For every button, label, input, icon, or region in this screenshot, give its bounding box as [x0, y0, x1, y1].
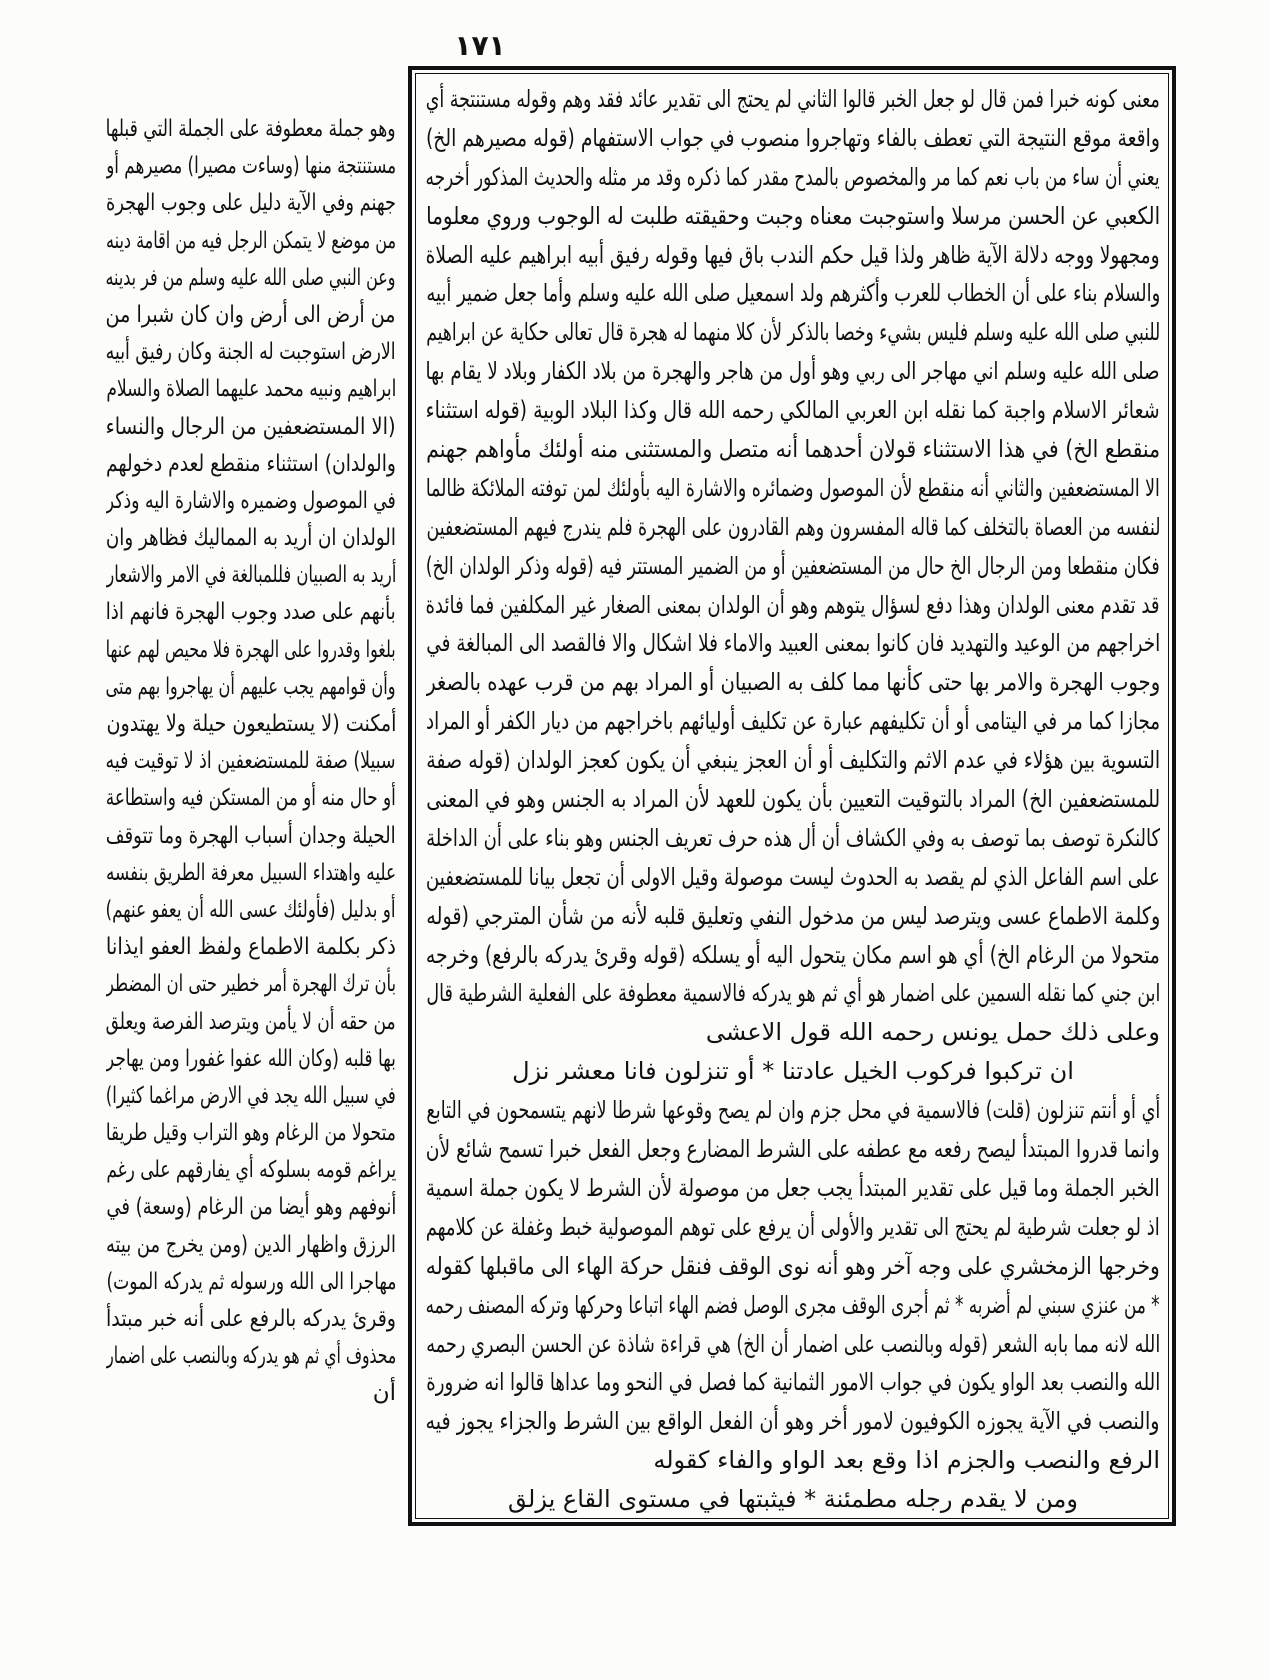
margin-text-line — [106, 966, 396, 1003]
main-text-line-text: الله والنصب بعد الواو يكون في جواب الامور الثمانية كما فصل في النحو وما عداها قالوا انه ضرورة — [426, 1368, 1160, 1397]
main-text-line-text: الكعبي عن الحسن مرسلا واستوجبت معناه وجبت وحقيقته طلبت له الوجوب وروي معلوما — [426, 201, 1160, 230]
margin-column — [106, 111, 396, 1413]
main-text-line-text: لنفسه من العصاة بالتخلف كما قاله المفسرون وهم القادرون على الهجرة فلم يندرج فيهم المستضعفين — [426, 512, 1160, 541]
margin-text-line-text: وأن قوامهم يجب عليهم أن يهاجروا بهم متى — [106, 673, 396, 700]
main-text-line-text: يعني أن ساء من باب نعم كما مر والمخصوص بالمدح مقدر كما ذكره وقد مر مثله والحديث المذكور أخرجه — [426, 162, 1160, 191]
main-text-line-text: شعائر الاسلام واجبة كما نقله ابن العربي المالكي رحمه الله قال وكذا البلاد الوبية (قوله استثناء — [426, 396, 1160, 425]
main-text-line — [426, 1325, 1160, 1364]
margin-text-line — [106, 1301, 396, 1338]
margin-text-line — [106, 1115, 396, 1152]
verse-line-text: ومن لا يقدم رجله مطمئنة * فيثبتها في مستوى القاع يزلق — [508, 1485, 1078, 1514]
main-text-line — [426, 780, 1160, 819]
main-text-line — [426, 624, 1160, 663]
margin-text-line-text: جهنم وفي الآية دليل على وجوب الهجرة — [106, 190, 396, 217]
margin-text-line — [106, 111, 396, 148]
margin-text-line-text: مستنتجة منها (وساءت مصيرا) مصيرهم أو — [106, 153, 396, 180]
margin-text-line-text: ذكر بكلمة الاطماع ولفظ العفو ايذانا — [106, 934, 396, 961]
main-text-line — [426, 80, 1160, 119]
main-text-line-text: كالنكرة توصف بما توصف به وفي الكشاف أن أل هذه حرف تعريف الجنس وهو بناء على أن الداخلة — [426, 823, 1160, 852]
main-text-line-text: الله لانه مما بابه الشعر (قوله وبالنصب على اضمار أن الخ) هي قراءة شاذة عن الحسن البصري رحمه — [426, 1329, 1160, 1358]
main-text-line-text: فكان منقطعا ومن الرجال الخ حال من المستضعفين أو من الضمير المستتر فيه (قوله وذكر الولدان الخ) — [426, 551, 1160, 580]
margin-text-line — [106, 780, 396, 817]
main-text-line — [426, 119, 1160, 158]
margin-text-line — [106, 743, 396, 780]
main-text-line-text: صلى الله عليه وسلم اني مهاجر الى ربي وهو أول من هاجر والهجرة من بلاد الكفار وبلاد لا يقام بها — [426, 357, 1160, 386]
margin-text-line — [106, 818, 396, 855]
margin-text-line-text: بأن ترك الهجرة أمر خطير حتى ان المضطر — [106, 971, 396, 998]
main-text-line-text: الا المستضعفين والثاني أنه منقطع لأن الموصول وضمائره والاشارة اليه بأولئك لمن توفته الملائكة ظالما — [426, 473, 1160, 502]
main-text-line — [426, 1441, 1160, 1480]
margin-text-line-text: محذوف أي ثم هو يدركه وبالنصب على اضمار — [106, 1343, 396, 1370]
margin-text-line — [106, 1264, 396, 1301]
margin-text-line — [106, 446, 396, 483]
verse-line-text: ان تركبوا فركوب الخيل عادتنا * أو تنزلون فانا معشر نزل — [512, 1057, 1074, 1086]
main-text-line — [426, 391, 1160, 430]
main-text-line — [426, 663, 1160, 702]
main-text-line — [426, 819, 1160, 858]
margin-text-line-text: في سبيل الله يجد في الارض مراغما كثيرا) — [106, 1082, 396, 1109]
main-text-line — [426, 430, 1160, 469]
main-text-line — [426, 547, 1160, 586]
margin-text-line-text: أريد به الصبيان فللمبالغة في الامر والاشعار — [106, 562, 396, 589]
margin-text-line — [106, 223, 396, 260]
main-text-line-text: على اسم الفاعل الذي لم يقصد به الحدوث ليست موصولة وقيل الاولى أن تجعل بيانا للمستضعفين — [426, 862, 1160, 891]
main-text-line — [426, 1091, 1160, 1130]
main-text-line-text: ابن جني كما نقله السمين على اضمار هو أي ثم هو يدركه فالاسمية معطوفة على الفعلية الشرطية قال — [426, 979, 1160, 1008]
main-text-line — [426, 313, 1160, 352]
margin-text-line-text: عليه واهتداء السبيل معرفة الطريق بنفسه — [106, 859, 396, 886]
main-text-line — [426, 1013, 1160, 1052]
main-text-line-text: اخراجهم من الوعيد والتهديد فان كانوا بمعنى العبيد والاماء فلا اشكال والا فالقصد الى المبالغة في — [426, 629, 1160, 658]
margin-text-line — [106, 1227, 396, 1264]
main-text-line — [426, 1363, 1160, 1402]
main-text-line — [426, 1169, 1160, 1208]
main-text-line — [426, 702, 1160, 741]
margin-text-line — [106, 1041, 396, 1078]
main-text-line-text: الخبر الجملة وما قيل على تقدير المبتدأ يجب جعل من موصولة لأن الشرط لا يكون جملة اسمية — [426, 1173, 1160, 1202]
margin-text-line-text: بلغوا وقدروا على الهجرة فلا محيص لهم عنها — [106, 636, 396, 663]
main-text-line-text: متحولا من الرغام الخ) أي هو اسم مكان يتحول اليه أو يسلكه (قوله وقرئ يدركه بالرفع) وخرجه — [426, 940, 1160, 969]
margin-text-line — [106, 483, 396, 520]
margin-text-line — [106, 148, 396, 185]
main-text-line-text: أي أو أنتم تنزلون (قلت) فالاسمية في محل جزم وان لم يصح وقوعها شرطا لانهم يتسمحون في التابع — [426, 1096, 1160, 1125]
main-text-line-text: والسلام بناء على أن الخطاب للعرب وأكثرهم ولد اسمعيل صلى الله عليه وسلم وأما جعل ضمير أبيه — [426, 279, 1160, 308]
margin-text-line-text: وقرئ يدركه بالرفع على أنه خبر مبتدأ — [106, 1306, 396, 1332]
main-text-line-text: وعلى ذلك حمل يونس رحمه الله قول الاعشى — [705, 1018, 1160, 1047]
margin-text-line-text: بأنهم على صدد وجوب الهجرة فانهم اذا — [106, 599, 396, 626]
main-text-line — [426, 974, 1160, 1013]
margin-text-line — [106, 557, 396, 594]
main-text-line — [426, 741, 1160, 780]
margin-text-line — [106, 1004, 396, 1041]
main-text-line-text: الرفع والنصب والجزم اذا وقع بعد الواو والفاء كقوله — [653, 1446, 1160, 1475]
margin-text-line — [106, 409, 396, 446]
margin-text-line — [106, 1152, 396, 1189]
margin-text-line-text: أو بدليل (فأولئك عسى الله أن يعفو عنهم) — [106, 896, 396, 923]
margin-text-line-text: أنوفهم وهو أيضا من الرغام (وسعة) في — [106, 1194, 396, 1221]
main-text-line — [426, 352, 1160, 391]
main-text-line — [426, 197, 1160, 236]
margin-text-line-text: وعن النبي صلى الله عليه وسلم من فر بدينه — [106, 264, 396, 291]
margin-text-line — [106, 1189, 396, 1226]
main-text-line — [426, 1130, 1160, 1169]
margin-text-line-text: والولدان) استثناء منقطع لعدم دخولهم — [106, 450, 396, 477]
margin-text-line-text: بها قلبه (وكان الله عفوا غفورا ومن يهاجر — [106, 1045, 396, 1072]
margin-text-line — [106, 520, 396, 557]
main-text-line — [426, 508, 1160, 547]
margin-text-line-text: الرزق واظهار الدين (ومن يخرج من بيته — [106, 1231, 396, 1258]
margin-text-line — [106, 855, 396, 892]
margin-text-line-text: متحولا من الرغام وهو التراب وقيل طريقا — [106, 1120, 396, 1147]
margin-text-line-text: الولدان ان أريد به المماليك فظاهر وان — [106, 525, 396, 552]
margin-text-line-text: في الموصول وضميره والاشارة اليه وذكر — [106, 487, 396, 514]
main-text-line-text: معنى كونه خبرا فمن قال لو جعل الخبر قالوا الثاني لم يحتج الى تقدير عائد فقد وهم وقوله مستنتجة أي — [426, 85, 1160, 113]
main-text-line-text: للمستضعفين الخ) المراد بالتوقيت التعيين بأن يكون للعهد لأن المراد به الجنس وهو في المعنى — [426, 785, 1160, 814]
main-text-line-text: وجوب الهجرة والامر بها حتى كأنها مما كلف به الصبيان أو المراد بهم من قرب عهده بالصغر — [426, 668, 1160, 697]
main-text-line — [426, 236, 1160, 275]
margin-text-line-text: من موضع لا يتمكن الرجل فيه من اقامة دينه — [106, 227, 396, 254]
margin-text-line — [106, 706, 396, 743]
margin-text-line — [106, 334, 396, 371]
main-text-body — [426, 80, 1160, 1519]
main-text-line-text: وخرجها الزمخشري على وجه آخر وهو أنه نوى الوقف فنقل حركة الهاء الى ماقبلها كقوله — [426, 1251, 1160, 1280]
margin-text-line-text: (الا المستضعفين من الرجال والنساء — [106, 413, 396, 440]
verse-line — [426, 1052, 1160, 1091]
margin-text-line-text: ابراهيم ونبيه محمد عليهما الصلاة والسلام — [106, 376, 396, 403]
margin-text-line — [106, 371, 396, 408]
main-text-box — [408, 66, 1176, 1526]
main-text-line-text: منقطع الخ) في هذا الاستثناء قولان أحدهما أنه متصل والمستثنى منه أولئك مأواهم جهنم — [426, 435, 1160, 464]
margin-text-line-text: سبيلا) صفة للمستضعفين اذ لا توقيت فيه — [106, 748, 396, 775]
main-text-line — [426, 158, 1160, 197]
main-text-line — [426, 1286, 1160, 1325]
main-text-line-text: وكلمة الاطماع عسى ويترصد ليس من مدخول النفي وتعليق قلبه لأنه من شأن المترجي (قوله — [426, 901, 1160, 930]
margin-text-line-text: مهاجرا الى الله ورسوله ثم يدركه الموت) — [106, 1268, 396, 1295]
main-text-line-text: للنبي صلى الله عليه وسلم فليس بشيء وخصا بالذكر لأن كلا منهما له هجرة قال تعالى حكاية عن ابراهيم — [426, 318, 1160, 347]
main-text-line — [426, 897, 1160, 936]
main-text-line-text: ومجهولا ووجه دلالة الآية ظاهر ولذا قيل حكم الندب باق فيها وقوله رفيق أبيه ابراهيم عليه الصلاة — [426, 240, 1160, 269]
margin-text-line-text: من أرض الى أرض وان كان شبرا من — [106, 301, 396, 328]
margin-text-line-text: الحيلة وجدان أسباب الهجرة وما تتوقف — [106, 822, 396, 849]
margin-text-line-text: أو حال منه أو من المستكن فيه واستطاعة — [106, 785, 396, 812]
margin-text-line — [106, 632, 396, 669]
main-text-line — [426, 936, 1160, 975]
margin-text-line — [106, 185, 396, 222]
margin-text-line-text: أمكنت (لا يستطيعون حيلة ولا يهتدون — [106, 711, 396, 737]
margin-text-line — [106, 594, 396, 631]
margin-text-line — [106, 892, 396, 929]
margin-text-line-text: وهو جملة معطوفة على الجملة التي قبلها — [106, 116, 396, 142]
main-text-line-text: والنصب في الآية يجوزه الكوفيون لامور أخر وهو أن الفعل الواقع بين الشرط والجزاء يجوز فيه — [426, 1407, 1160, 1436]
main-text-line — [426, 274, 1160, 313]
main-text-line-text: وانما قدروا المبتدأ ليصح رفعه مع عطفه على الشرط المضارع وجعل الفعل خبرا تسمح شائع لأن — [426, 1135, 1160, 1164]
main-text-line — [426, 586, 1160, 625]
main-text-line-text: واقعة موقع النتيجة التي تعطف بالفاء وتهاجروا منصوب في جواب الاستفهام (قوله مصيرهم الخ) — [426, 123, 1160, 152]
main-text-line — [426, 858, 1160, 897]
main-text-line — [426, 1247, 1160, 1286]
margin-text-line — [106, 1375, 396, 1412]
margin-text-line — [106, 1078, 396, 1115]
main-text-line — [426, 1402, 1160, 1441]
margin-text-line-text: الارض استوجبت له الجنة وكان رفيق أبيه — [106, 339, 396, 366]
margin-text-line-text: أن — [372, 1380, 396, 1407]
main-text-line — [426, 1208, 1160, 1247]
margin-text-line — [106, 669, 396, 706]
margin-text-line — [106, 929, 396, 966]
margin-text-line-text: من حقه أن لا يأمن ويترصد الفرصة ويعلق — [106, 1008, 396, 1035]
margin-text-line — [106, 1338, 396, 1375]
verse-line — [426, 1480, 1160, 1519]
main-text-line-text: قد تقدم معنى الولدان وهذا دفع لسؤال يتوهم وهو أن الولدان بمعنى الصغار غير المكلفين فما فائدة — [426, 590, 1160, 619]
page-number: ١٧١ — [454, 29, 506, 62]
main-text-line-text: التسوية بين هؤلاء في عدم الاثم والتكليف أو أن العجز ينبغي أن يكون كعجز الولدان (قوله صفة — [426, 746, 1160, 775]
main-text-line-text: مجازا كما مر في اليتامى أو أن تكليفهم عبارة عن تكليف أوليائهم باخراجهم من ديار الكفر أو المراد — [426, 707, 1160, 736]
margin-text-line — [106, 260, 396, 297]
margin-text-line-text: يراغم قومه بسلوكه أي يفارقهم على رغم — [106, 1157, 396, 1184]
main-text-line — [426, 469, 1160, 508]
margin-text-line — [106, 297, 396, 334]
main-text-line-text: * من عنزي سبني لم أضربه * ثم أجرى الوقف مجرى الوصل فضم الهاء اتباعا وحركها وتركه المصنف رحمه — [426, 1290, 1160, 1319]
main-text-line-text: اذ لو جعلت شرطية لم يحتج الى تقدير والأولى أن يرفع على توهم الموصولية خبط وغفلة عن كلامهم — [426, 1212, 1160, 1241]
